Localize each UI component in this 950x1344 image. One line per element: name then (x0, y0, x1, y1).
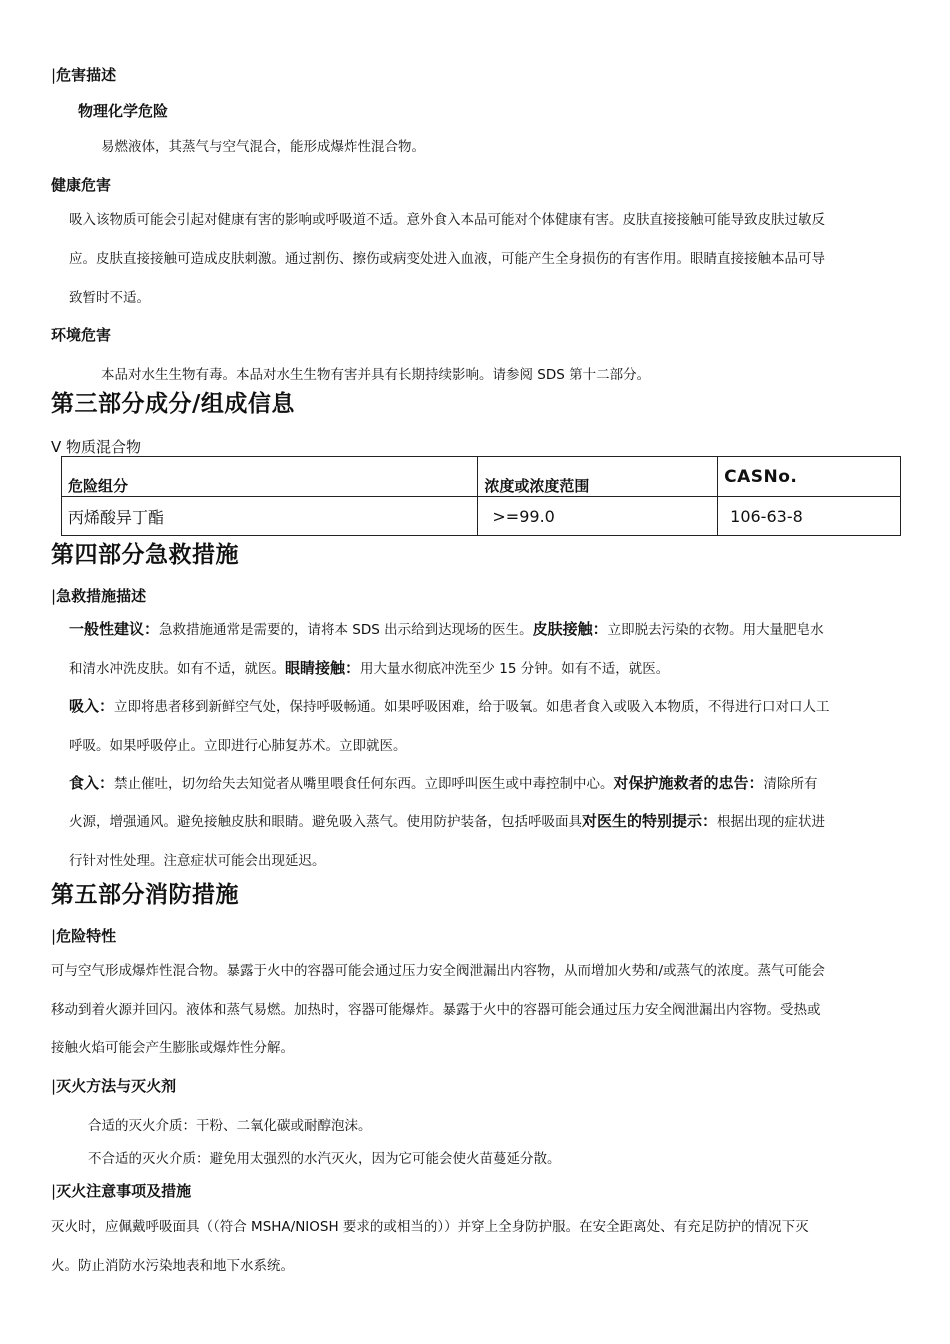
part3-title: 第三部分成分/组成信息 (51, 391, 295, 417)
header-cas-number: CASNo. (718, 457, 901, 497)
subheading-environment: 环境危害 (51, 326, 112, 344)
skin-contact-label: 皮肤接触： (532, 620, 608, 638)
part5-title: 第五部分消防措施 (51, 882, 239, 908)
section-heading-hazard-description: |危害描述 (51, 66, 117, 84)
table-row (62, 497, 901, 536)
physical-chemical-text: 易燃液体，其蒸气与空气混合，能形成爆炸性混合物。 (101, 139, 425, 155)
health-text-line-1: 吸入该物质可能会引起对健康有害的影响或呼吸道不适。意外食入本品可能对个体健康有害。皮肤直接接触可能导致皮肤过敏反 (69, 212, 825, 228)
doctor-note-text-2: 行针对性处理。注意症状可能会出现延迟。 (69, 853, 326, 869)
inhalation-text-1: 立即将患者移到新鲜空气处，保持呼吸畅通。如果呼吸困难，给于吸氧。如患者食入或吸入本物质，不得进行口对口人工 (114, 699, 830, 715)
general-advice-label: 一般性建议： (69, 620, 160, 638)
cell-cas-number: 106-63-8 (718, 497, 901, 536)
first-aid-line-3 (69, 695, 830, 716)
section-heading-firefighting-precautions: |灭火注意事项及措施 (51, 1182, 192, 1200)
table-header-row (62, 457, 901, 497)
first-aid-line-5 (69, 772, 818, 793)
part4-title: 第四部分急救措施 (51, 542, 239, 568)
precautions-line-1: 灭火时，应佩戴呼吸面具（（符合 MSHA/NIOSH 要求的或相当的））并穿上全身防护服。在安全距离处、有充足防护的情况下灭 (51, 1219, 809, 1235)
cell-component-name: 丙烯酸异丁酯 (62, 497, 478, 536)
first-aid-line-4 (69, 734, 407, 754)
header-hazardous-component: 危险组分 (62, 457, 478, 497)
first-aid-line-6 (69, 810, 825, 831)
header-concentration: 浓度或浓度范围 (478, 457, 718, 497)
hazard-properties-line-3: 接触火焰可能会产生膨胀或爆炸性分解。 (51, 1040, 294, 1056)
doctor-note-label: 对医生的特别提示： (582, 812, 718, 830)
section-heading-hazard-properties: |危险特性 (51, 927, 117, 945)
mixture-label: V 物质混合物 (51, 438, 142, 456)
ingestion-label: 食入： (69, 774, 115, 792)
eye-contact-text: 用大量水彻底冲洗至少 15 分钟。如有不适，就医。 (360, 661, 670, 677)
section-heading-extinguishing: |灭火方法与灭火剂 (51, 1077, 177, 1095)
section-heading-first-aid: |急救措施描述 (51, 587, 147, 605)
inhalation-label: 吸入： (69, 697, 115, 715)
rescuer-advice-label: 对保护施救者的忠告： (613, 774, 764, 792)
first-aid-line-1 (69, 618, 824, 639)
environment-text: 本品对水生生物有毒。本品对水生生物有害并具有长期持续影响。请参阅 SDS 第十二部分。 (101, 367, 651, 383)
composition-table (61, 456, 901, 536)
hazard-properties-line-1: 可与空气形成爆炸性混合物。暴露于火中的容器可能会通过压力安全阀泄漏出内容物，从而增加火势和/或蒸气的浓度。蒸气可能会 (51, 963, 826, 979)
health-text-line-3: 致暂时不适。 (69, 290, 150, 306)
skin-contact-text-2: 和清水冲洗皮肤。如有不适，就医。 (69, 661, 285, 677)
subheading-health: 健康危害 (51, 176, 112, 194)
inhalation-text-2: 呼吸。如果呼吸停止。立即进行心肺复苏术。立即就医。 (69, 738, 407, 754)
ingestion-text: 禁止催吐，切勿给失去知觉者从嘴里喂食任何东西。立即呼叫医生或中毒控制中心。 (114, 776, 614, 792)
precautions-line-2: 火。防止消防水污染地表和地下水系统。 (51, 1258, 294, 1274)
unsuitable-media-text: 不合适的灭火介质：避免用太强烈的水汽灭火，因为它可能会使火苗蔓延分散。 (88, 1151, 561, 1167)
first-aid-line-2 (69, 657, 669, 678)
skin-contact-text-1: 立即脱去污染的衣物。用大量肥皂水 (607, 622, 824, 638)
doctor-note-text-1: 根据出现的症状进 (717, 814, 826, 830)
health-text-line-2: 应。皮肤直接接触可造成皮肤刺激。通过割伤、擦伤或病变处进入血液，可能产生全身损伤的有害作用。眼睛直接接触本品可导 (69, 251, 825, 267)
subheading-physical-chemical: 物理化学危险 (78, 102, 169, 120)
first-aid-line-7 (69, 849, 326, 869)
rescuer-advice-text-2: 火源，增强通风。避免接触皮肤和眼睛。避免吸入蒸气。使用防护装备，包括呼吸面具 (69, 814, 582, 830)
eye-contact-label: 眼睛接触： (285, 659, 361, 677)
cell-concentration: >=99.0 (478, 497, 718, 536)
suitable-media-text: 合适的灭火介质：干粉、二氧化碳或耐醇泡沫。 (88, 1118, 372, 1134)
general-advice-text: 急救措施通常是需要的，请将本 SDS 出示给到达现场的医生。 (159, 622, 533, 638)
rescuer-advice-text-1: 清除所有 (763, 776, 818, 792)
hazard-properties-line-2: 移动到着火源并回闪。液体和蒸气易燃。加热时，容器可能爆炸。暴露于火中的容器可能会通过压力安全阀泄漏出内容物。受热或 (51, 1002, 821, 1018)
